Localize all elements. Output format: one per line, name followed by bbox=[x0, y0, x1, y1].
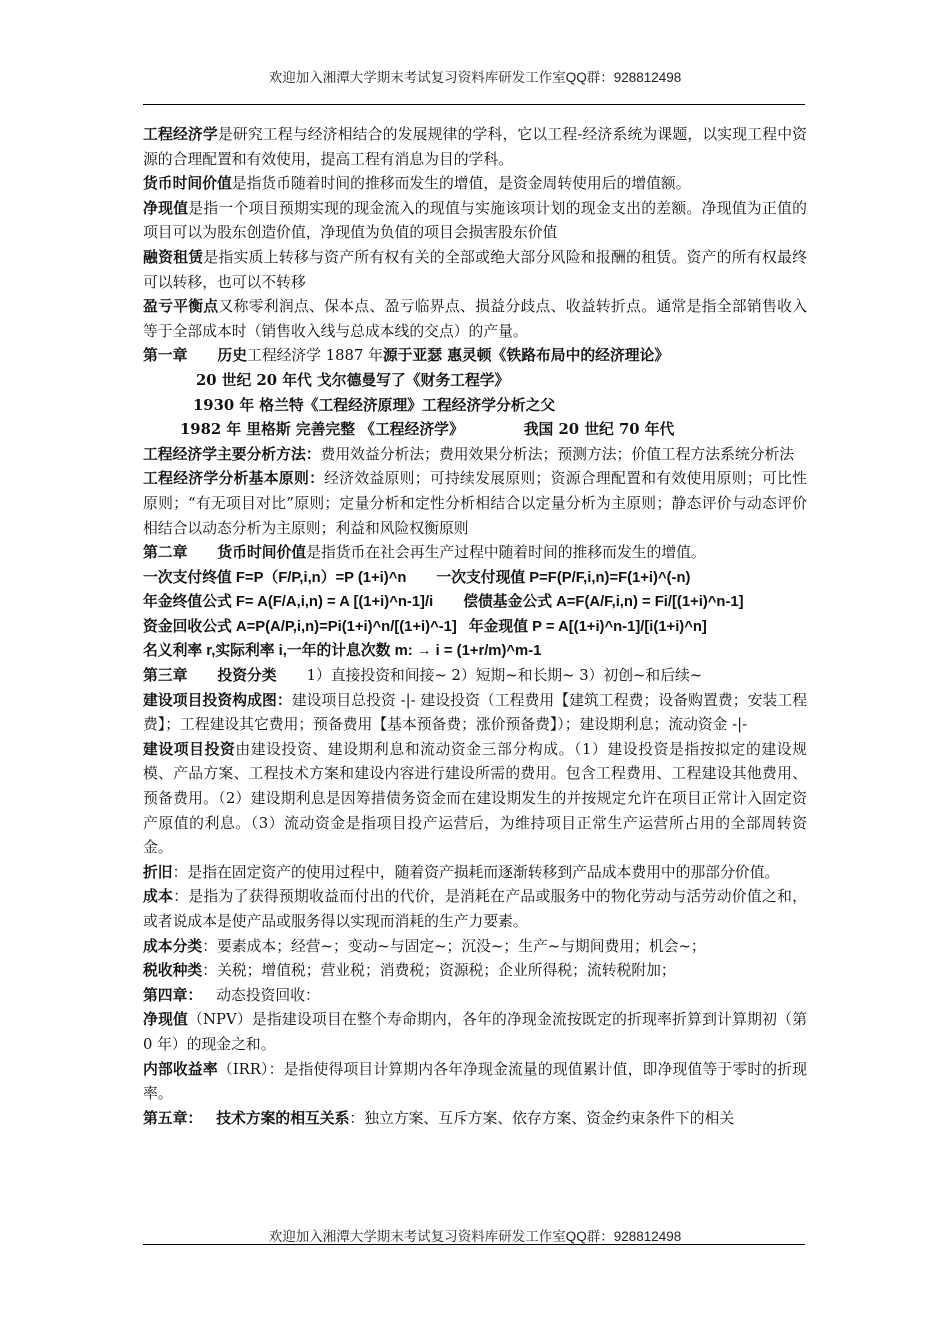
term: 建设项目投资构成图： bbox=[143, 691, 292, 709]
irr-definition: 内部收益率（IRR）：是指使得项目计算期内各年净现金流量的现值累计值，即净现值等于零时的折现率。 bbox=[143, 1060, 807, 1103]
npv-definition: 净现值（NPV）是指建设项目在整个寿命期内，各年的净现金流按既定的折现率折算到计算期初（第 0 年）的现金之和。 bbox=[143, 1011, 807, 1053]
term: 工程经济学 bbox=[143, 126, 218, 143]
formula-line-3: 资金回收公式 A=P(A/P,i,n)=Pi(1+i)^n/[(1+i)^-1] 年金现值 P = A[(1+i)^n-1]/[i(1+i)^n] bbox=[143, 618, 707, 635]
chapter-3: 第三章 投资分类 1）直接投资和间接~ 2）短期~和长期~ 3）初创~和后续~ bbox=[143, 667, 703, 685]
formula-line-4: 名义利率 r,实际利率 i,一年的计息次数 m: → i = (1+r/m)^m-1 bbox=[143, 643, 542, 660]
chapter-label: 第四章： bbox=[143, 986, 203, 1004]
cost-types: 成本分类：要素成本；经营~；变动~与固定~；沉没~；生产~与期间费用；机会~； bbox=[143, 937, 706, 955]
term: 净现值 bbox=[143, 199, 189, 217]
term: 工程经济学主要分析方法： bbox=[143, 445, 321, 463]
investment-composition: 建设项目投资构成图：建设项目总投资 -|- 建设投资（工程费用【建筑工程费；设备购置费；安装工程费】；工程建设其它费用；预备费用【基本预备费；涨价预备费】）；建设期利息；流动资金 -|- bbox=[143, 691, 807, 734]
term: 工程经济学分析基本原则： bbox=[143, 470, 325, 488]
term: 建设项目投资 bbox=[143, 740, 236, 758]
depreciation: 折旧：是指在固定资产的使用过程中，随着资产损耗而逐渐转移到产品成本费用中的那部分价值。 bbox=[143, 863, 780, 881]
tax-types: 税收种类：关税；增值税；营业税；消费税；资源税；企业所得税；流转税附加； bbox=[143, 962, 676, 980]
chapter-label: 第三章 bbox=[143, 667, 188, 685]
page-header: 欢迎加入湘潭大学期末考试复习资料库研发工作室QQ群：928812498 bbox=[268, 70, 682, 85]
term: 内部收益率 bbox=[143, 1060, 218, 1078]
chapter-4: 第四章： 动态投资回收： bbox=[143, 986, 320, 1004]
analysis-methods: 工程经济学主要分析方法：费用效益分析法；费用效果分析法；预测方法；价值工程方法系统分析法 bbox=[143, 445, 795, 463]
term: 成本 bbox=[143, 888, 174, 906]
formula-line-2: 年金终值公式 F= A(F/A,i,n) = A [(1+i)^n-1]/i 偿债基金公式 A=F(A/F,i,n) = Fi/[(1+i)^n-1] bbox=[143, 594, 744, 611]
chapter-label: 第二章 bbox=[143, 544, 188, 562]
definition-financial-lease: 融资租赁是指实质上转移与资产所有权有关的全部或绝大部分风险和报酬的租赁。资产的所有权最终可以转移，也可以不转移 bbox=[143, 248, 807, 291]
history-line-4: 1982 年 里格斯 完善完整 《工程经济学》 我国 20 世纪 70 年代 bbox=[180, 421, 675, 439]
chapter-label: 第一章 bbox=[143, 347, 188, 365]
chapter-1-history: 第一章 历史工程经济学 1887 年源于亚瑟 惠灵顿《铁路布局中的经济理论》 bbox=[143, 347, 670, 365]
footer-rule bbox=[143, 1244, 805, 1245]
chapter-2: 第二章 货币时间价值是指货币在社会再生产过程中随着时间的推移而发生的增值。 bbox=[143, 544, 706, 562]
investment-definition: 建设项目投资由建设投资、建设期利息和流动资金三部分构成。（1）建设投资是指按拟定的建设规模、产品方案、工程技术方案和建设内容进行建设所需的费用。包含工程费用、工程建设其他费用、预备费用。（2）建设期利息是因筹措债务资金而在建设期发生的并按规定允许在项目正常计入固定资产原值的利息。（3）流动资金是指项目投产运营后，为维持项目正常生产运营所占用的全部周转资金。 bbox=[143, 740, 807, 857]
header-rule bbox=[143, 104, 805, 105]
definition-time-value: 货币时间价值是指货币随着时间的推移而发生的增值，是资金周转使用后的增值额。 bbox=[143, 175, 691, 193]
term: 融资租赁 bbox=[143, 248, 204, 266]
term: 净现值 bbox=[143, 1011, 189, 1029]
chapter-5: 第五章： 技术方案的相互关系：独立方案、互斥方案、依存方案、资金约束条件下的相关 bbox=[143, 1109, 735, 1127]
definition-engineering-economics: 工程经济学是研究工程与经济相结合的发展规律的学科，它以工程-经济系统为课题，以实现工程中资源的合理配置和有效使用，提高工程有消息为目的学科。 bbox=[143, 126, 807, 168]
analysis-principles: 工程经济学分析基本原则：经济效益原则；可持续发展原则；资源合理配置和有效使用原则；可比性原则；“有无项目对比”原则；定量分析和定性分析相结合以定量分析为主原则；静态评价与动态评价相结合以动态分析为主原则；利益和风险权衡原则 bbox=[143, 470, 807, 537]
chapter-label: 第五章： bbox=[143, 1109, 203, 1127]
definition-break-even: 盈亏平衡点又称零利润点、保本点、盈亏临界点、损益分歧点、收益转折点。通常是指全部销售收入等于全部成本时（销售收入线与总成本线的交点）的产量。 bbox=[143, 298, 807, 340]
term: 盈亏平衡点 bbox=[143, 298, 219, 316]
term: 成本分类 bbox=[143, 937, 203, 955]
formula-line-1: 一次支付终值 F=P（F/P,i,n）=P (1+i)^n 一次支付现值 P=F(P/F,i,n)=F(1+i)^(-n) bbox=[143, 569, 691, 586]
page-footer: 欢迎加入湘潭大学期末考试复习资料库研发工作室QQ群：928812498 bbox=[268, 1229, 682, 1244]
document-body bbox=[143, 123, 807, 1131]
history-line-3: 1930 年 格兰特《工程经济原理》工程经济学分析之父 bbox=[193, 396, 556, 414]
definition-npv: 净现值是指一个项目预期实现的现金流入的现值与实施该项计划的现金支出的差额。净现值为正值的项目可以为股东创造价值，净现值为负值的项目会损害股东价值 bbox=[143, 199, 807, 242]
history-line-2: 20 世纪 20 年代 戈尔德曼写了《财务工程学》 bbox=[196, 371, 510, 389]
cost: 成本：是指为了获得预期收益而付出的代价，是消耗在产品或服务中的物化劳动与活劳动价值之和，或者说成本是使产品或服务得以实现而消耗的生产力要素。 bbox=[143, 888, 807, 930]
term: 货币时间价值 bbox=[143, 175, 232, 193]
term: 税收种类 bbox=[143, 962, 203, 980]
term: 折旧 bbox=[143, 863, 173, 881]
